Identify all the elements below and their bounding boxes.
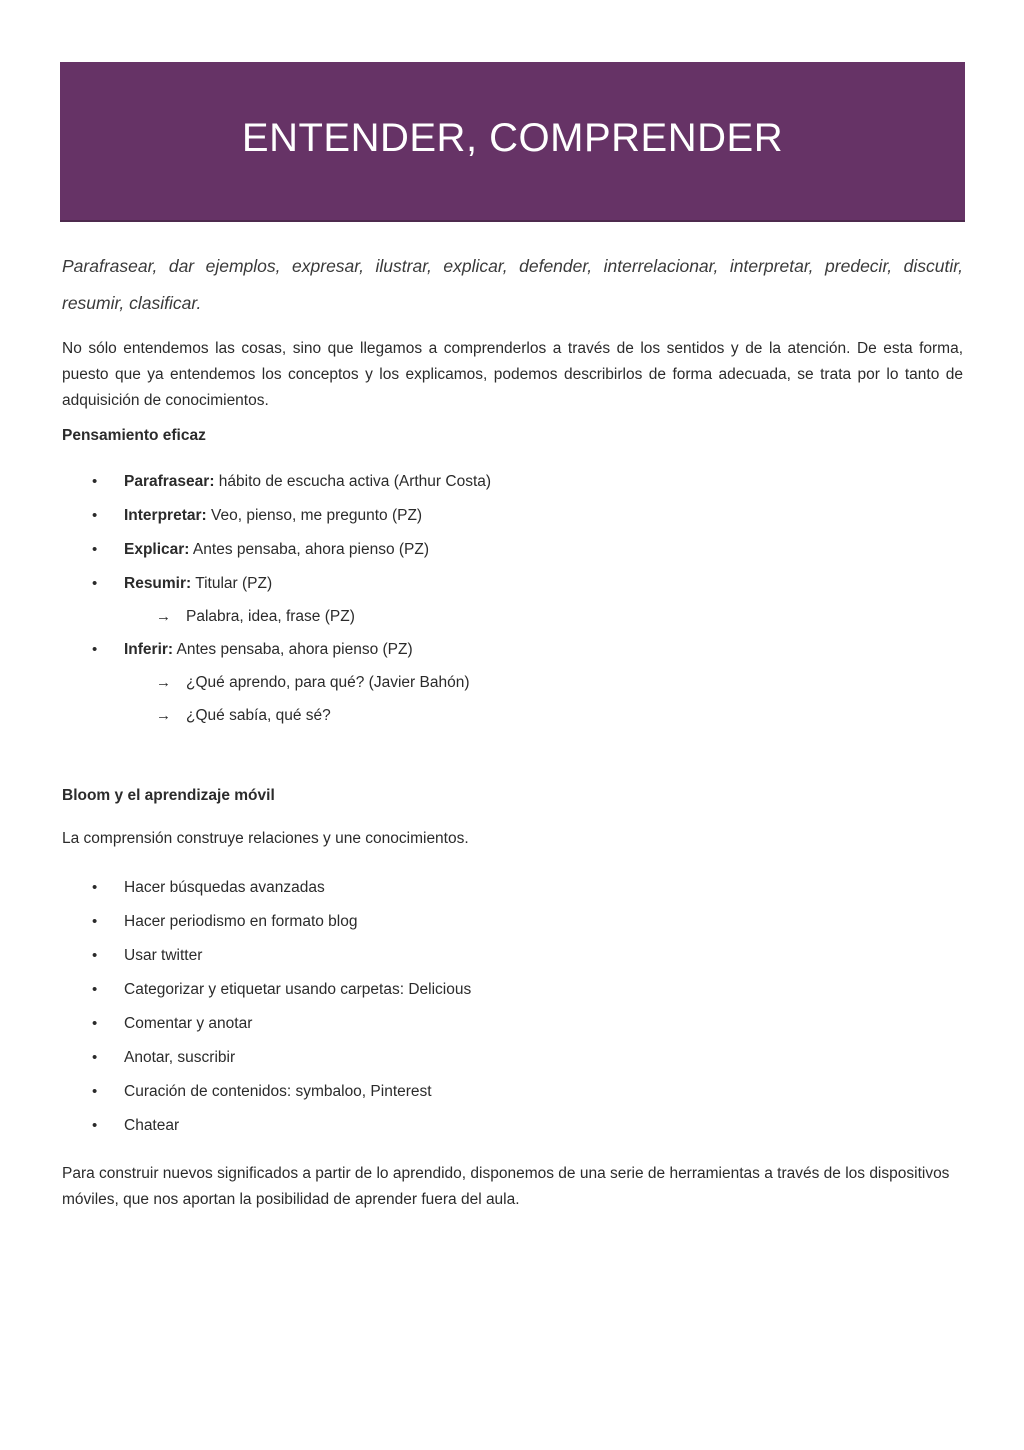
- bullet-icon: •: [92, 1083, 98, 1100]
- list-item: [62, 1115, 963, 1137]
- list-item-text: Chatear: [124, 1117, 180, 1134]
- list-item: [62, 639, 963, 661]
- list-item: [62, 911, 963, 933]
- list-item-text: Antes pensaba, ahora pienso (PZ): [189, 541, 430, 558]
- bloom-list: [62, 877, 963, 1137]
- section-heading-bloom: Bloom y el aprendizaje móvil: [62, 787, 275, 804]
- bullet-icon: •: [92, 981, 98, 998]
- list-item-text: Titular (PZ): [191, 575, 273, 592]
- list-item: [62, 1047, 963, 1069]
- bloom-lead: La comprensión construye relaciones y une conocimientos.: [62, 830, 469, 847]
- list-item: [62, 1013, 963, 1035]
- list-item-term: Resumir:: [124, 575, 192, 592]
- bullet-icon: •: [92, 473, 98, 490]
- sub-list-item: [62, 705, 963, 727]
- arrow-right-icon: →: [156, 608, 171, 625]
- list-item: [62, 979, 963, 1001]
- paragraph-1: No sólo entendemos las cosas, sino que llegamos a comprenderlos a través de los sentidos y de la atención. De esta forma, puesto que ya entendemos los conceptos y los explicamos, podemos describirlos de forma adecuada, se trata por lo tanto de adquisición de conocimientos.: [62, 340, 963, 409]
- bullet-icon: •: [92, 507, 98, 524]
- intro-verbs: Parafrasear, dar ejemplos, expresar, ilustrar, explicar, defender, interrelacionar, interpretar, predecir, discutir, resumir, clasificar.: [62, 256, 963, 313]
- sub-item-text: Palabra, idea, frase (PZ): [186, 608, 355, 625]
- list-item-term: Parafrasear:: [124, 473, 215, 490]
- list-item: [62, 945, 963, 967]
- arrow-right-icon: →: [156, 707, 171, 724]
- list-item-text: Curación de contenidos: symbaloo, Pinterest: [124, 1083, 432, 1100]
- closing-paragraph: Para construir nuevos significados a partir de lo aprendido, disponemos de una serie de herramientas a través de los dispositivos móviles, que nos aportan la posibilidad de aprender fuera del aula.: [62, 1165, 950, 1208]
- list-item-term: Interpretar:: [124, 507, 207, 524]
- bullet-icon: •: [92, 913, 98, 930]
- list-item-text: Veo, pienso, me pregunto (PZ): [206, 507, 423, 524]
- list-item-term: Explicar:: [124, 541, 190, 558]
- title-banner: [60, 62, 965, 222]
- list-item-term: Inferir:: [124, 641, 174, 658]
- arrow-right-icon: →: [156, 674, 171, 691]
- list-item-text: Comentar y anotar: [124, 1015, 253, 1032]
- page-title: ENTENDER, COMPRENDER: [241, 115, 784, 160]
- bullet-icon: •: [92, 947, 98, 964]
- list-item: [62, 539, 963, 561]
- bullet-icon: •: [92, 541, 98, 558]
- list-item-text: Hacer periodismo en formato blog: [124, 913, 358, 930]
- bullet-icon: •: [92, 879, 98, 896]
- pensamiento-list: [62, 471, 963, 595]
- section-heading-pensamiento: Pensamiento eficaz: [62, 427, 206, 444]
- document-body: [62, 248, 963, 1213]
- sub-list-item: [62, 606, 963, 628]
- sub-item-text: ¿Qué sabía, qué sé?: [186, 707, 331, 724]
- bullet-icon: •: [92, 1049, 98, 1066]
- list-item: [62, 1081, 963, 1103]
- list-item: [62, 471, 963, 493]
- list-item: [62, 573, 963, 595]
- bullet-icon: •: [92, 641, 98, 658]
- list-item: [62, 877, 963, 899]
- list-item-text: hábito de escucha activa (Arthur Costa): [214, 473, 492, 490]
- list-item-text: Categorizar y etiquetar usando carpetas: Delicious: [124, 981, 472, 998]
- list-item-text: Anotar, suscribir: [124, 1049, 236, 1066]
- sub-list-item: [62, 672, 963, 694]
- list-item: [62, 505, 963, 527]
- bullet-icon: •: [92, 575, 98, 592]
- list-item-text: Usar twitter: [124, 947, 203, 964]
- sub-item-text: ¿Qué aprendo, para qué? (Javier Bahón): [186, 674, 470, 691]
- bullet-icon: •: [92, 1015, 98, 1032]
- bullet-icon: •: [92, 1117, 98, 1134]
- list-item-text: Antes pensaba, ahora pienso (PZ): [173, 641, 413, 658]
- list-item-text: Hacer búsquedas avanzadas: [124, 879, 325, 896]
- pensamiento-list-continued: [62, 639, 963, 661]
